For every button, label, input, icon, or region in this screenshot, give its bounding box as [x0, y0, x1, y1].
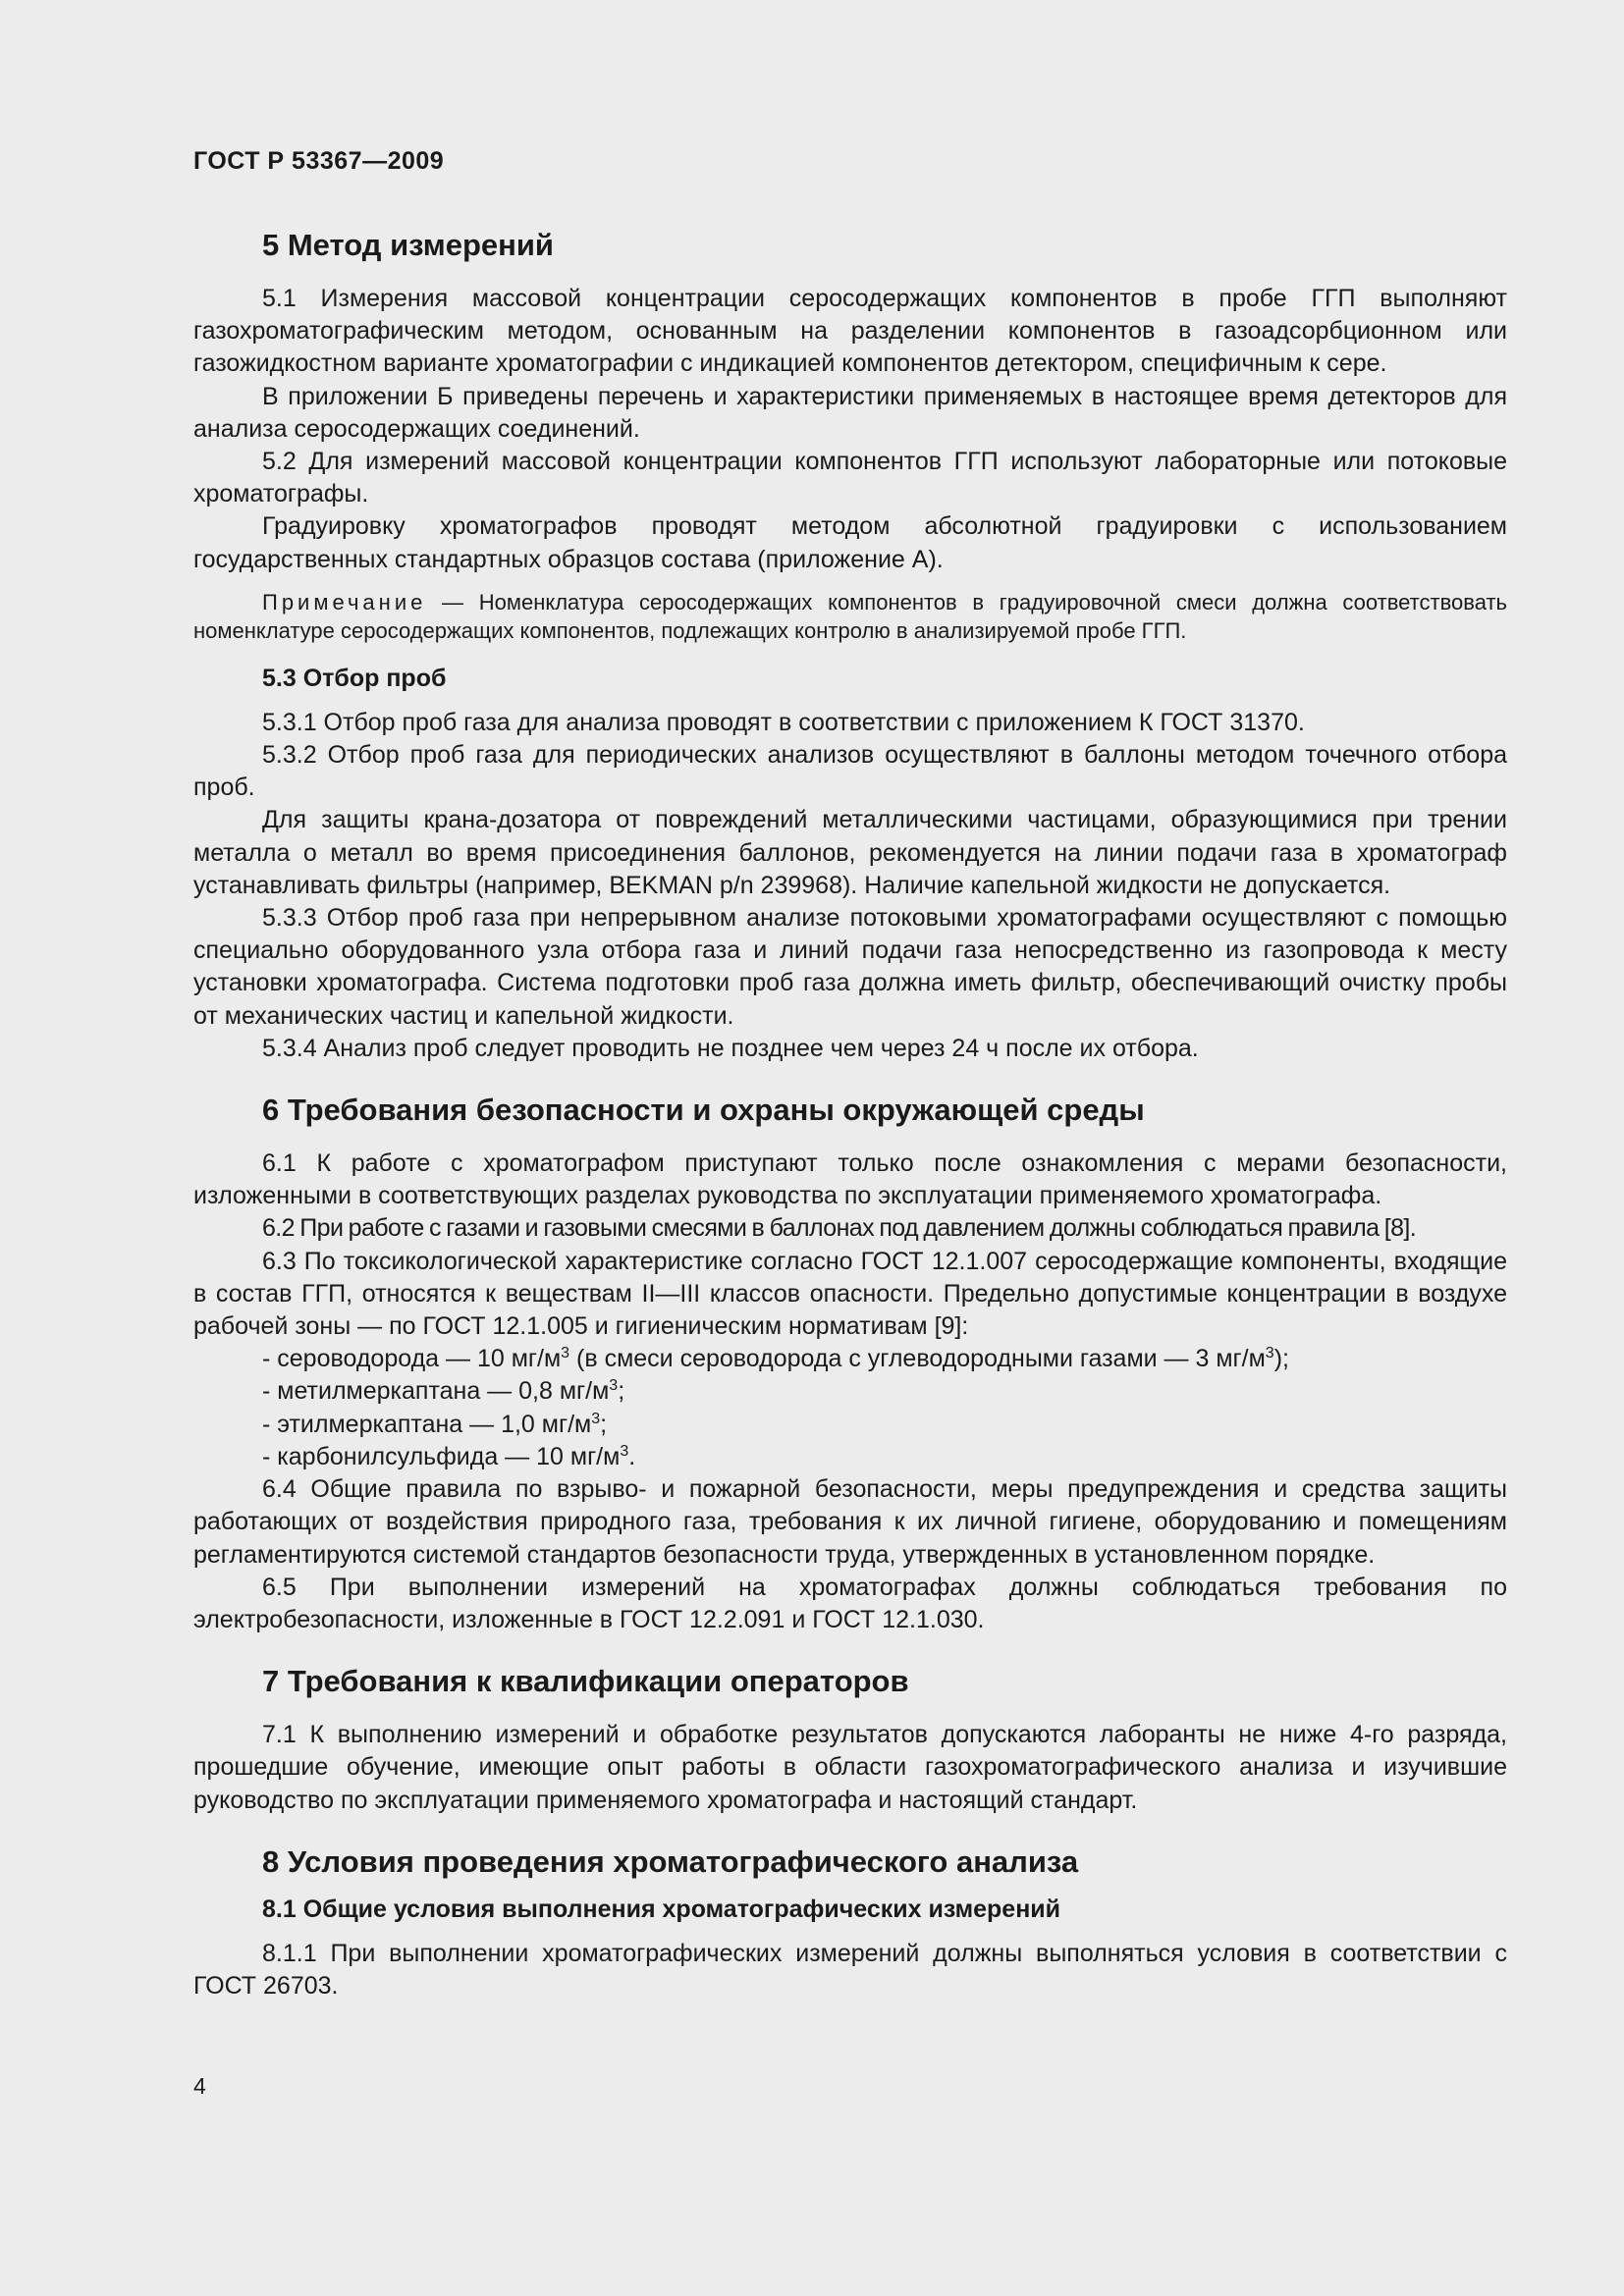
note-text: — Номенклатура серосодержащих компонентов в градуировочной смеси должна соответствовать номенклатуре серосодержащих компонентов, подлежащих контролю в анализируемой пробе ГГП.	[193, 589, 1507, 643]
list-item: - этилмеркаптана — 1,0 $мг/м^3$;	[262, 1410, 608, 1438]
section-7-title: 7 Требования к квалификации операторов	[262, 1664, 909, 1699]
document-header: ГОСТ Р 53367—2009	[193, 147, 445, 175]
paragraph: 6.3 По токсикологической характеристике согласно ГОСТ 12.1.007 серосодержащие компоненты, входящие в состав ГГП, относятся к веществам II—III классов опасности. Предельно допустимые концентрации в воздухе рабочей зоны — по ГОСТ 12.1.005 и гигиеническим нормативам [9]:	[193, 1247, 1507, 1341]
section-8-title: 8 Условия проведения хроматографического анализа	[262, 1843, 1079, 1879]
paragraph: В приложении Б приведены перечень и характеристики применяемых в настоящее время детекторов для анализа серосодержащих соединений.	[193, 382, 1507, 443]
paragraph: 6.5 При выполнении измерений на хроматографах должны соблюдаться требования по электробезопасности, изложенные в ГОСТ 12.2.091 и ГОСТ 12.1.030.	[193, 1573, 1507, 1633]
paragraph: 5.3.4 Анализ проб следует проводить не позднее чем через 24 ч после их отбора.	[262, 1034, 1199, 1062]
section-5-3-title: 5.3 Отбор проб	[262, 664, 447, 692]
paragraph: 5.2 Для измерений массовой концентрации компонентов ГГП используют лабораторные или потоковые хроматографы.	[193, 448, 1507, 508]
paragraph: 8.1.1 При выполнении хроматографических измерений должны выполняться условия в соответствии с ГОСТ 26703.	[193, 1939, 1507, 2000]
list-item: - сероводорода — 10 $мг/м^3$ (в смеси сероводорода с углеводородными газами — 3 $мг/м^3$);	[262, 1345, 1289, 1373]
paragraph: Для защиты крана-дозатора от повреждений металлическими частицами, образующимися при трении металла о металл во время присоединения баллонов, рекомендуется на линии подачи газа в хроматограф устанавливать фильтры (например, BEKMAN p/n 239968). Наличие капельной жидкости не допускается.	[193, 806, 1507, 899]
section-8-1-title: 8.1 Общие условия выполнения хроматографических измерений	[262, 1895, 1061, 1923]
paragraph: 5.3.3 Отбор проб газа при непрерывном анализе потоковыми хроматографами осуществляют с помощью специально оборудованного узла отбора газа и линий подачи газа непосредственно из газопровода к месту установки хроматографа. Система подготовки проб газа должна иметь фильтр, обеспечивающий очистку пробы от механических частиц и капельной жидкости.	[193, 904, 1507, 1030]
document-body	[193, 226, 1507, 2002]
section-6-title: 6 Требования безопасности и охраны окружающей среды	[262, 1093, 1145, 1128]
paragraph: 5.3.2 Отбор проб газа для периодических анализов осуществляют в баллоны методом точечного отбора проб.	[193, 741, 1507, 802]
paragraph: 5.1 Измерения массовой концентрации серосодержащих компонентов в пробе ГГП выполняют газохроматографическим методом, основанным на разделении компонентов в газоадсорбционном или газожидкостном варианте хроматографии с индикацией компонентов детектором, специфичным к сере.	[193, 285, 1507, 378]
paragraph: 6.2 При работе с газами и газовыми смесями в баллонах под давлением должны соблюдаться правила [8].	[262, 1214, 1417, 1243]
paragraph: 6.1 К работе с хроматографом приступают только после ознакомления с мерами безопасности, изложенными в соответствующих разделах руководства по эксплуатации применяемого хроматографа.	[193, 1149, 1507, 1210]
paragraph: Градуировку хроматографов проводят методом абсолютной градуировки с использованием государственных стандартных образцов состава (приложение А).	[193, 512, 1507, 573]
list-item: - карбонилсульфида — 10 $мг/м^3$.	[262, 1442, 636, 1470]
note	[193, 588, 1507, 645]
paragraph: 6.4 Общие правила по взрыво- и пожарной безопасности, меры предупреждения и средства защиты работающих от воздействия природного газа, требования к их личной гигиене, оборудованию и помещениям регламентируются системой стандартов безопасности труда, утвержденных в установленном порядке.	[193, 1475, 1507, 1569]
list-item: - метилмеркаптана — 0,8 $мг/м^3$;	[262, 1377, 625, 1406]
paragraph: 5.3.1 Отбор проб газа для анализа проводят в соответствии с приложением К ГОСТ 31370.	[262, 708, 1305, 736]
page-number: 4	[193, 2073, 206, 2099]
note-label: Примечание	[262, 589, 427, 614]
section-5-title: 5 Метод измерений	[262, 228, 554, 262]
paragraph: 7.1 К выполнению измерений и обработке результатов допускаются лаборанты не ниже 4-го разряда, прошедшие обучение, имеющие опыт работы в области газохроматографического анализа и изучившие руководство по эксплуатации применяемого хроматографа и настоящий стандарт.	[193, 1721, 1507, 1814]
